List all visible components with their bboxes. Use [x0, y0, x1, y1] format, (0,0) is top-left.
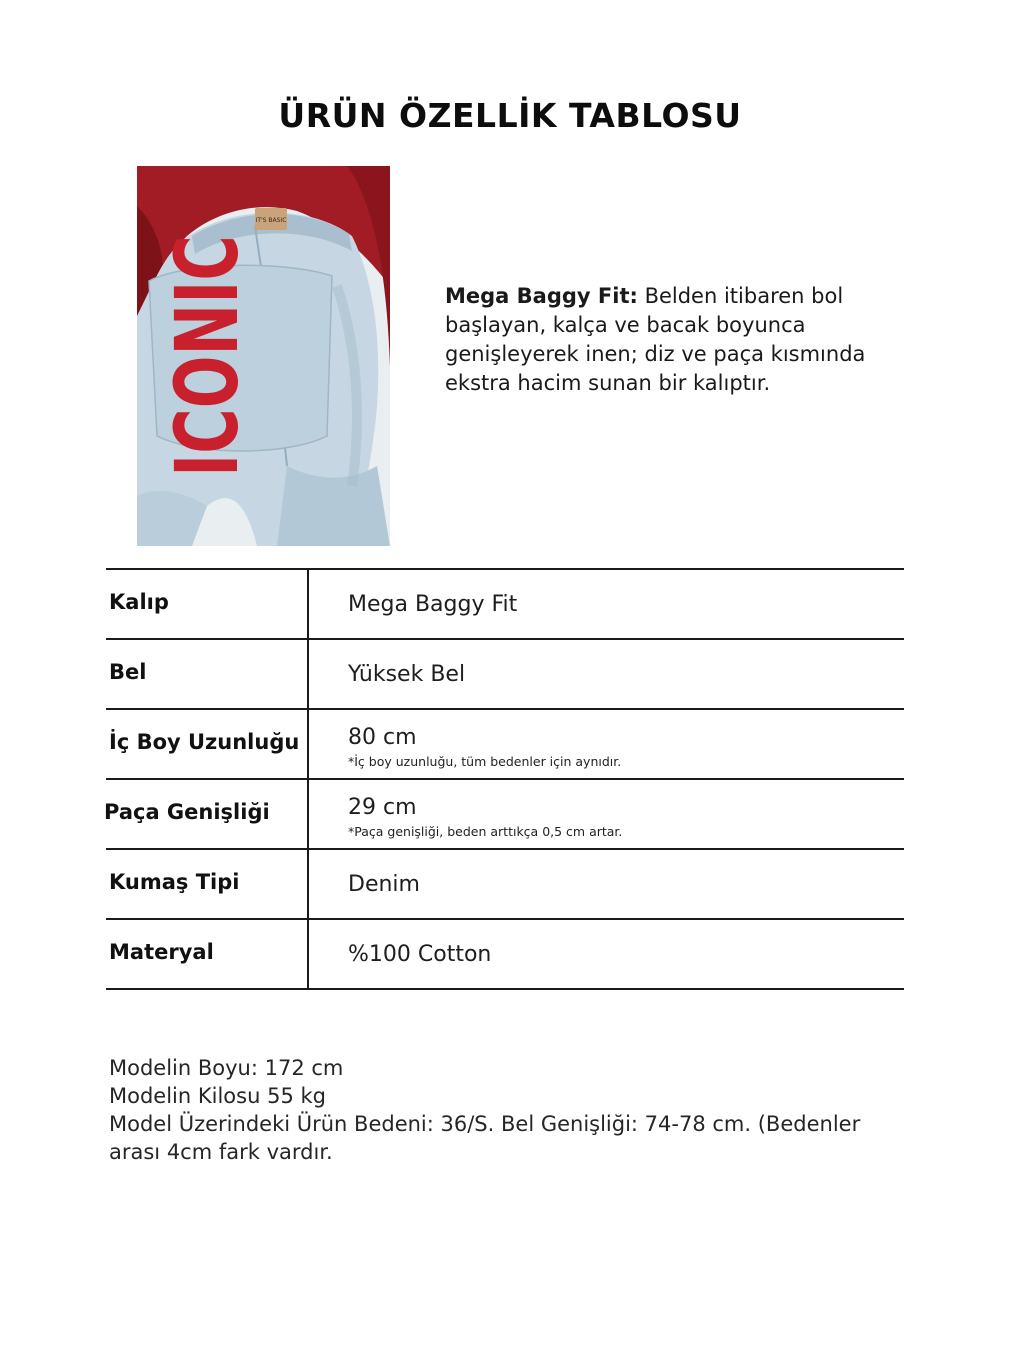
spec-value: %100 Cotton: [348, 942, 492, 967]
brand-tag: IT'S BASIC: [255, 217, 287, 224]
column-divider: [307, 710, 309, 778]
spec-table: [106, 568, 904, 990]
spec-row-bel: [106, 640, 904, 710]
spec-value: Mega Baggy Fit: [348, 592, 518, 617]
iconic-patch: ICONIC: [156, 235, 258, 477]
spec-row-paca: [106, 780, 904, 850]
spec-note: *Paça genişliği, beden arttıkça 0,5 cm artar.: [348, 824, 623, 839]
spec-label: Paça Genişliği: [104, 800, 270, 824]
page-title: ÜRÜN ÖZELLİK TABLOSU: [278, 96, 742, 135]
fit-description-text: Belden itibaren bol başlayan, kalça ve bacak boyunca genişleyerek inen; diz ve paça kısmında ekstra hacim sunan bir kalıptır.: [445, 284, 866, 395]
spec-label: Bel: [109, 660, 147, 684]
spec-label: Kumaş Tipi: [109, 870, 240, 894]
spec-note: *İç boy uzunluğu, tüm bedenler için aynıdır.: [348, 754, 622, 769]
product-image: [137, 166, 390, 546]
model-info: [109, 1054, 899, 1166]
spec-row-kumas: [106, 850, 904, 920]
spec-value: Yüksek Bel: [348, 662, 466, 687]
model-height: Modelin Boyu: 172 cm: [109, 1056, 344, 1080]
column-divider: [307, 920, 309, 988]
spec-label: Materyal: [109, 940, 214, 964]
fit-description-name: Mega Baggy Fit:: [445, 284, 638, 308]
column-divider: [307, 780, 309, 848]
spec-label: İç Boy Uzunluğu: [109, 730, 300, 754]
column-divider: [307, 850, 309, 918]
spec-row-kalip: [106, 570, 904, 640]
spec-row-materyal: [106, 920, 904, 990]
model-size: Model Üzerindeki Ürün Bedeni: 36/S. Bel Genişliği: 74-78 cm. (Bedenler arası 4cm fark vardır.: [109, 1112, 861, 1164]
spec-value: 80 cm: [348, 725, 417, 750]
spec-value: 29 cm: [348, 795, 417, 820]
spec-row-ic-boy: [106, 710, 904, 780]
model-weight: Modelin Kilosu 55 kg: [109, 1084, 326, 1108]
spec-value: Denim: [348, 872, 420, 897]
spec-label: Kalıp: [109, 590, 169, 614]
column-divider: [307, 640, 309, 708]
column-divider: [307, 570, 309, 638]
fit-description: [445, 282, 935, 398]
